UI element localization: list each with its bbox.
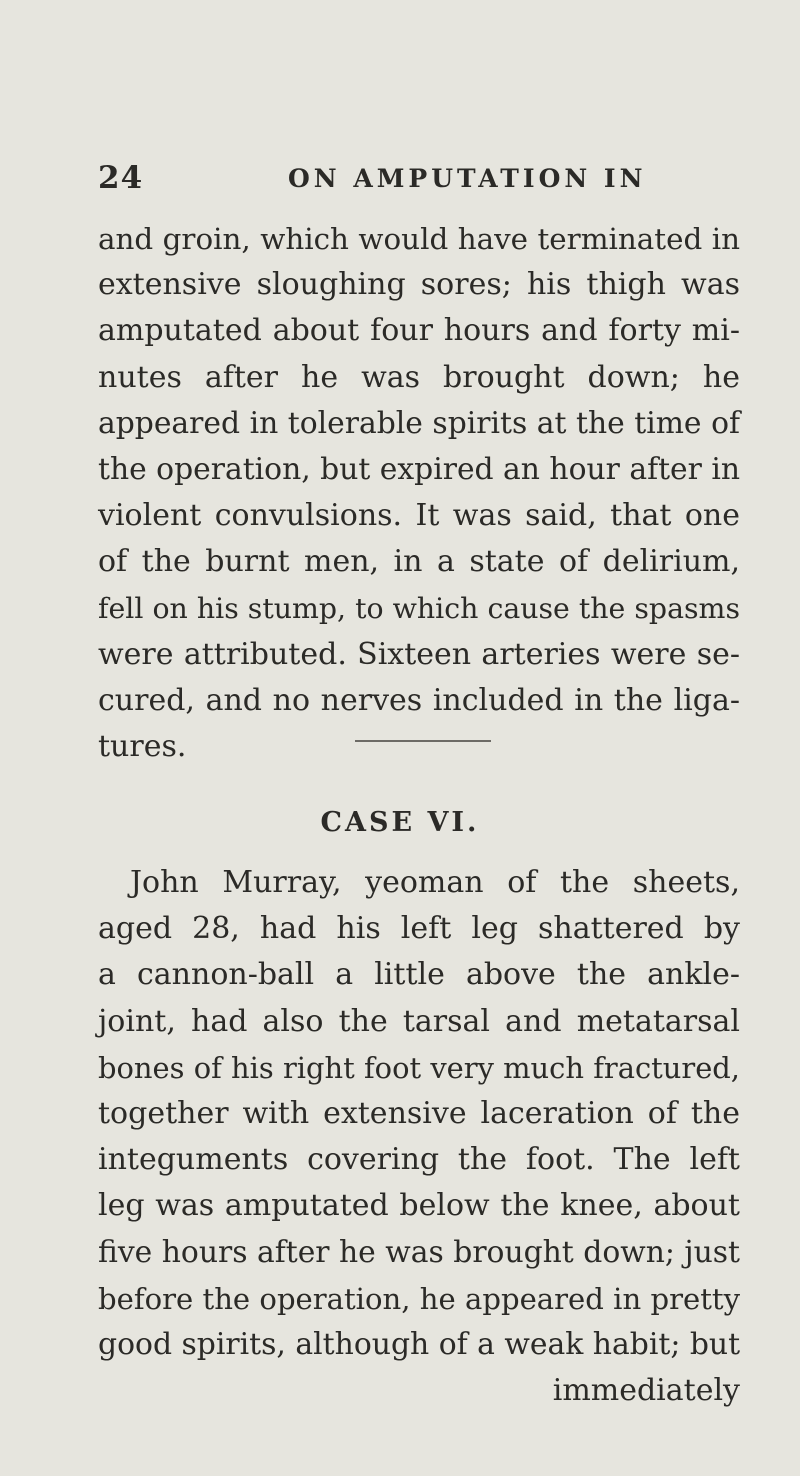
paragraph-2 — [98, 860, 740, 1414]
running-head: ON AMPUTATION IN — [288, 164, 647, 193]
text-line: were attributed. Sixteen arteries were se- — [98, 636, 740, 672]
text-line: a cannon-ball a little above the ankle- — [98, 957, 740, 993]
text-line: together with extensive laceration of the — [98, 1096, 740, 1132]
text-line: the operation, but expired an hour after in — [98, 452, 740, 488]
text-line: fell on his stump, to which cause the spasms — [98, 591, 740, 625]
text-line: tures. — [98, 729, 187, 765]
text-line: bones of his right foot very much fractured, — [98, 1050, 740, 1085]
text-line: and groin, which would have terminated in — [98, 222, 740, 256]
section-divider — [355, 740, 491, 742]
page-header — [98, 160, 738, 204]
case-heading: CASE VI. — [320, 807, 480, 838]
text-line: John Murray, yeoman of the sheets, — [130, 865, 740, 900]
page-number: 24 — [98, 160, 144, 196]
text-line: appeared in tolerable spirits at the time of — [98, 405, 740, 441]
text-line: extensive sloughing sores; his thigh was — [98, 267, 740, 303]
text-line: five hours after he was brought down; just — [98, 1234, 740, 1270]
text-line: nutes after he was brought down; he — [98, 359, 740, 395]
catchword: immediately — [552, 1373, 740, 1409]
text-line: amputated about four hours and forty mi- — [98, 313, 740, 349]
text-line: leg was amputated below the knee, about — [98, 1188, 740, 1224]
text-line: violent convulsions. It was said, that one — [98, 498, 740, 534]
paragraph-1 — [98, 216, 740, 770]
text-line: aged 28, had his left leg shattered by — [98, 911, 740, 947]
text-line: of the burnt men, in a state of delirium, — [98, 544, 740, 580]
text-line: cured, and no nerves included in the liga- — [98, 683, 740, 719]
text-line: joint, had also the tarsal and metatarsal — [98, 1003, 740, 1039]
text-line: good spirits, although of a weak habit; but — [98, 1327, 741, 1363]
text-line: before the operation, he appeared in pretty — [98, 1281, 740, 1316]
text-line: integuments covering the foot. The left — [98, 1142, 740, 1178]
